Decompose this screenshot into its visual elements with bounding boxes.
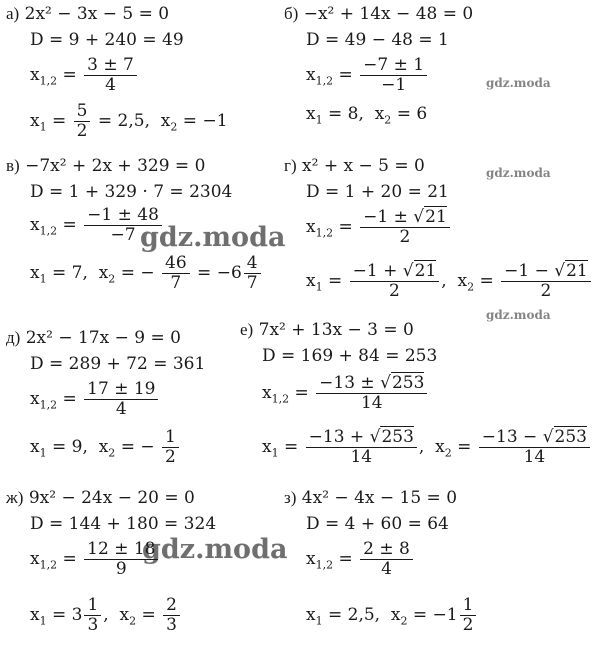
problem-e-discriminant: D = 169 + 84 = 253 bbox=[262, 346, 438, 366]
watermark: gdz.moda bbox=[142, 534, 288, 565]
problem-e-roots: $x_1$ = $\frac{-13 + √253}{14}$ , $x_2$ = $\frac{-13 - √253}{14}$ bbox=[262, 428, 592, 467]
fraction: $\frac{-1 + √21}{2}$ bbox=[350, 262, 440, 301]
problem-zh-discriminant: D = 144 + 180 = 324 bbox=[30, 514, 217, 534]
problem-v-label: в) bbox=[6, 156, 20, 175]
fraction: $\frac{-13 - √253}{14}$ bbox=[479, 428, 590, 467]
watermark: gdz.moda bbox=[486, 308, 551, 322]
problem-z-discriminant: D = 4 + 60 = 64 bbox=[306, 514, 449, 534]
fraction: $\frac{1}{2}$ bbox=[162, 428, 179, 467]
fraction: $\frac{-7 \pm 1}{-1}$ bbox=[360, 56, 427, 95]
problem-b-discriminant: D = 49 − 48 = 1 bbox=[306, 30, 449, 50]
problem-g-roots: $x_1$ = $\frac{-1 + √21}{2}$ , $x_2$ = $\frac{-1 - √21}{2}$ bbox=[306, 262, 593, 301]
fraction: $\frac{5}{2}$ bbox=[74, 102, 91, 141]
problem-z-roots-formula: $x_{1,2}$ = $\frac{2 \pm 8}{4}$ bbox=[306, 540, 415, 579]
fraction: $\frac{4}{7}$ bbox=[244, 254, 261, 293]
problem-z-equation: з) 4x² − 4x − 15 = 0 bbox=[284, 488, 458, 508]
problem-d-roots-formula: $x_{1,2}$ = $\frac{17 \pm 19}{4}$ bbox=[30, 380, 160, 419]
problem-b-roots-formula: $x_{1,2}$ = $\frac{-7 \pm 1}{-1}$ bbox=[306, 56, 429, 95]
problem-zh-roots-formula: $x_{1,2}$ = $\frac{12 \pm 18}{9}$ bbox=[30, 540, 160, 579]
problem-d-discriminant: D = 289 + 72 = 361 bbox=[30, 354, 206, 374]
watermark: gdz.moda bbox=[486, 76, 551, 90]
problem-zh-roots: $x_1 = 3$ $\frac{1}{3}$ , $x_2$ = $\frac{2}{3}$ bbox=[30, 596, 182, 635]
problem-e-equation: е) 7x² + 13x − 3 = 0 bbox=[240, 320, 414, 340]
fraction: $\frac{-13 \pm √253}{14}$ bbox=[316, 374, 427, 413]
fraction: $\frac{-13 + √253}{14}$ bbox=[306, 428, 417, 467]
problem-v-roots-formula: $x_{1,2}$ = $\frac{-1 \pm 48}{-7}$ bbox=[30, 206, 164, 245]
problem-a-label: а) bbox=[6, 4, 20, 23]
problem-g-discriminant: D = 1 + 20 = 21 bbox=[306, 182, 449, 202]
problem-g-roots-formula: $x_{1,2}$ = $\frac{-1 \pm √21}{2}$ bbox=[306, 208, 452, 247]
problem-v-discriminant: D = 1 + 329 · 7 = 2304 bbox=[30, 182, 233, 202]
problem-g-label: г) bbox=[284, 156, 297, 175]
problem-d-roots: $x_1 = 9$, $x_2$ = − $\frac{1}{2}$ bbox=[30, 428, 181, 467]
problem-a-equation: а) 2x² − 3x − 5 = 0 bbox=[6, 4, 170, 24]
problem-zh-equation: ж) 9x² − 24x − 20 = 0 bbox=[6, 488, 195, 508]
problem-v-roots: $x_1 = 7$, $x_2$ = − $\frac{46}{7}$ = −6 $\frac{4}{7}$ bbox=[30, 254, 263, 293]
fraction: $\frac{2 \pm 8}{4}$ bbox=[360, 540, 413, 579]
problem-z-label: з) bbox=[284, 488, 297, 507]
problem-b-label: б) bbox=[284, 4, 299, 23]
fraction: $\frac{-1 - √21}{2}$ bbox=[501, 262, 591, 301]
problem-v-equation: в) −7x² + 2x + 329 = 0 bbox=[6, 156, 206, 176]
watermark: gdz.moda bbox=[486, 166, 551, 180]
watermark: gdz.moda bbox=[140, 222, 286, 253]
fraction: $\frac{-1 \pm 48}{-7}$ bbox=[84, 206, 162, 245]
problem-b-roots: $x_1 = 8$, $x_2 = 6$ bbox=[306, 104, 428, 127]
problem-d-label: д) bbox=[6, 328, 21, 347]
problem-z-roots: $x_1 = 2,5$, $x_2 = -1$ $\frac{1}{2}$ bbox=[306, 596, 478, 635]
fraction: $\frac{3 \pm 7}{4}$ bbox=[84, 56, 137, 95]
fraction: $\frac{46}{7}$ bbox=[162, 254, 190, 293]
problem-a-roots-formula: $x_{1,2}$ = $\frac{3 \pm 7}{4}$ bbox=[30, 56, 139, 95]
problem-d-equation: д) 2x² − 17x − 9 = 0 bbox=[6, 328, 181, 348]
problem-b-equation: б) −x² + 14x − 48 = 0 bbox=[284, 4, 474, 24]
fraction: $\frac{2}{3}$ bbox=[163, 596, 180, 635]
problem-a-roots: $x_1$ = $\frac{5}{2}$ = 2,5, $x_2 = -1$ bbox=[30, 101, 228, 141]
problem-zh-label: ж) bbox=[6, 488, 24, 507]
problem-a-discriminant: D = 9 + 240 = 49 bbox=[30, 30, 184, 50]
fraction: $\frac{-1 \pm √21}{2}$ bbox=[360, 208, 450, 247]
problem-e-label: е) bbox=[240, 320, 254, 339]
fraction: $\frac{1}{3}$ bbox=[84, 596, 101, 635]
problem-g-equation: г) x² + x − 5 = 0 bbox=[284, 156, 425, 176]
fraction: $\frac{17 \pm 19}{4}$ bbox=[84, 380, 158, 419]
fraction: $\frac{12 \pm 18}{9}$ bbox=[84, 540, 158, 579]
fraction: $\frac{1}{2}$ bbox=[460, 596, 477, 635]
problem-e-roots-formula: $x_{1,2}$ = $\frac{-13 \pm √253}{14}$ bbox=[262, 374, 429, 413]
